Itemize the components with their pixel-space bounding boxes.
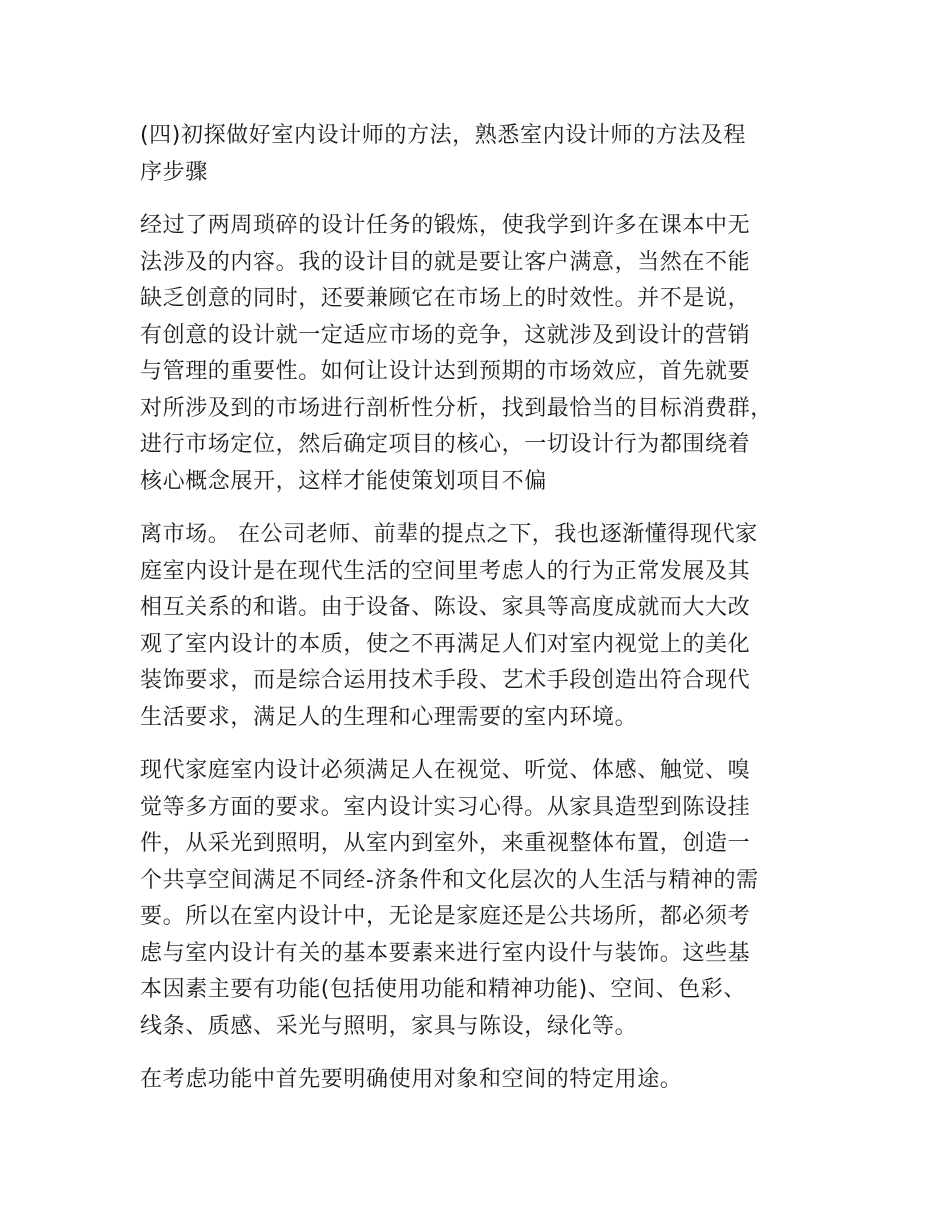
paragraph: 离市场。 在公司老师、前辈的提点之下，我也逐渐懂得现代家 庭室内设计是在现代生活的空间里考虑人的行为正常发展及其 相互关系的和谐。由于设备、陈设、家具等高度成就而大大改 观了室内设计的本质，使之不再满足人们对室内视觉上的美化 装饰要求，而是综合运用技术手段、艺术手段创造出符合现代 生活要求，满足人的生理和心理需要的室内环境。 [140, 522, 758, 730]
paragraph: 经过了两周琐碎的设计任务的锻炼，使我学到许多在课本中无 法涉及的内容。我的设计目的就是要让客户满意，当然在不能 缺乏创意的同时，还要兼顾它在市场上的时效性。并不是说， 有创意的设计就一定适应市场的竞争，这就涉及到设计的营销 与管理的重要性。如何让设计达到预期的市场效应，首先就要 对所涉及到的市场进行剖析性分析，找到最恰当的目标消费群， 进行市场定位，然后确定项目的核心，一切设计行为都围绕着 核心概念展开，这样才能使策划项目不偏 [140, 213, 773, 494]
paragraph: 在考虑功能中首先要明确使用对象和空间的特定用途。 [140, 1067, 683, 1092]
paragraph: 现代家庭室内设计必须满足人在视觉、听觉、体感、触觉、嗅 觉等多方面的要求。室内设计实习心得。从家具造型到陈设挂 件，从采光到照明，从室内到室外，来重视整体布置，创造一 个共享空间满足不同经-济条件和文化层次的人生活与精神的需 要。所以在室内设计中，无论是家庭还是公共场所，都必须考 虑与室内设计有关的基本要素来进行室内设什与装饰。这些基 本因素主要有功能(包括使用功能和精神功能)、空间、色彩、 线条、质感、采光与照明，家具与陈设，绿化等。 [140, 758, 759, 1039]
document-body [140, 118, 820, 1116]
paragraph-heading: (四)初探做好室内设计师的方法，熟悉室内设计师的方法及程 序步骤 [140, 123, 746, 185]
